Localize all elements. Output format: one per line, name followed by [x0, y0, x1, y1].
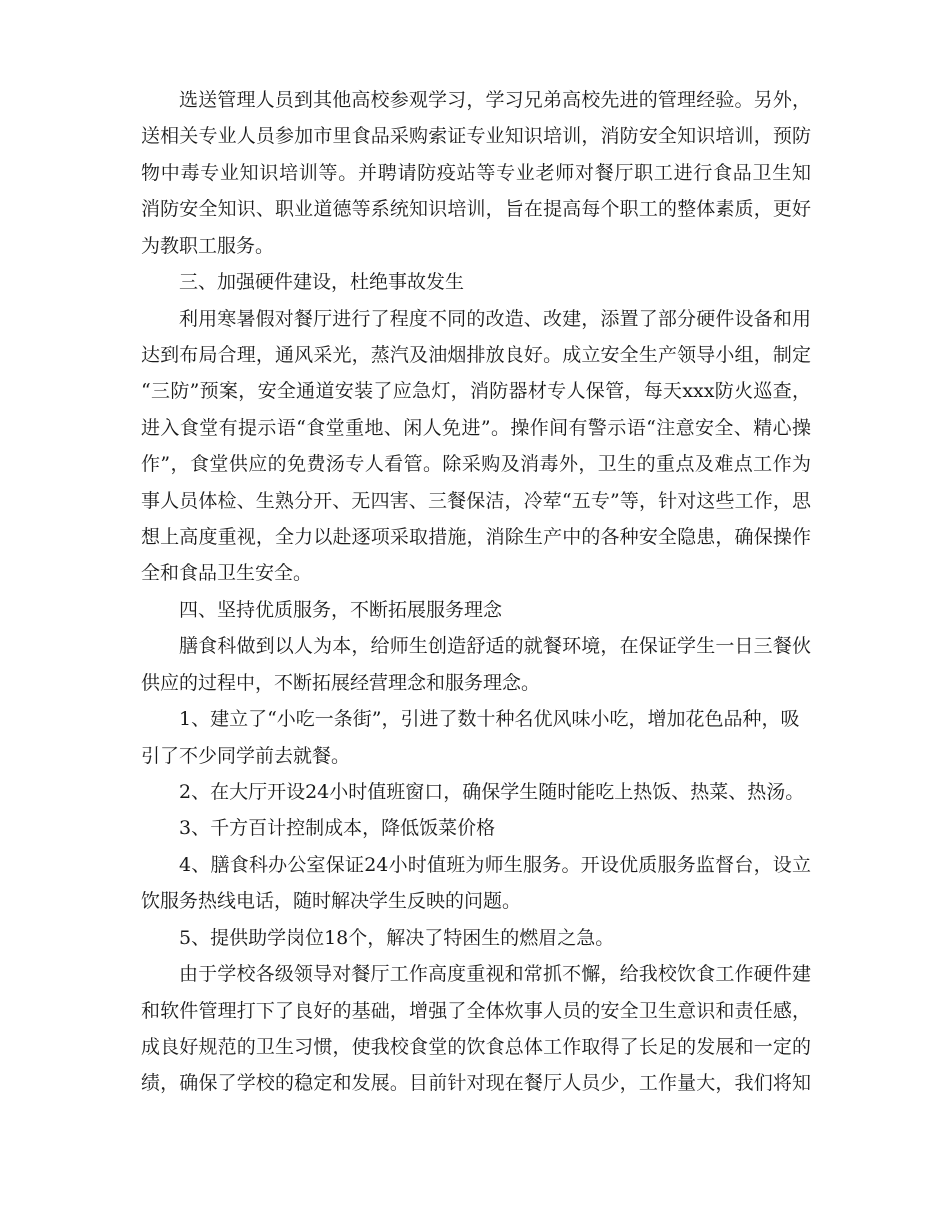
- list-item-line: 2、在大厅开设24小时值班窗口，确保学生随时能吃上热饭、热菜、热汤。: [179, 781, 805, 804]
- paragraph-line: 利用寒暑假对餐厅进行了程度不同的改造、改建，添置了部分硬件设备和用: [179, 307, 811, 330]
- paragraph-line: 和软件管理打下了良好的基础，增强了全体炊事人员的安全卫生意识和责任感，: [141, 999, 811, 1022]
- paragraph-line: 物中毒专业知识培训等。并聘请防疫站等专业老师对餐厅职工进行食品卫生知: [141, 161, 811, 184]
- section-heading: 三、加强硬件建设，杜绝事故发生: [179, 271, 465, 294]
- paragraph-line: 为教职工服务。: [141, 234, 275, 257]
- paragraph-line: 由于学校各级领导对餐厅工作高度重视和常抓不懈，给我校饮食工作硬件建: [179, 963, 811, 986]
- paragraph-line: 选送管理人员到其他高校参观学习，学习兄弟高校先进的管理经验。另外，: [179, 89, 811, 111]
- paragraph-line: 作”，食堂供应的免费汤专人看管。除采购及消毒外，卫生的重点及难点工作为: [141, 453, 811, 476]
- paragraph-line: 供应的过程中，不断拓展经营理念和服务理念。: [141, 671, 541, 694]
- paragraph-line: 事人员体检、生熟分开、无四害、三餐保洁，冷荤“五专”等，针对这些工作，思: [141, 489, 811, 512]
- paragraph-line: 消防安全知识、职业道德等系统知识培训，旨在提高每个职工的整体素质，更好: [141, 198, 811, 221]
- paragraph-line: 膳食科做到以人为本，给师生创造舒适的就餐环境，在保证学生一日三餐伙: [179, 635, 811, 658]
- section-heading: 四、坚持优质服务，不断拓展服务理念: [179, 598, 503, 621]
- list-item-line: 4、膳食科办公室保证24小时值班为师生服务。开设优质服务监督台，设立: [179, 853, 811, 876]
- list-item-line: 饮服务热线电话，随时解决学生反映的问题。: [141, 890, 522, 913]
- paragraph-line: 全和食品卫生安全。: [141, 562, 313, 585]
- document-page: [141, 82, 811, 1102]
- paragraph-line: 绩，确保了学校的稳定和发展。目前针对现在餐厅人员少，工作量大，我们将知: [141, 1072, 811, 1095]
- paragraph-line: 送相关专业人员参加市里食品采购索证专业知识培训，消防安全知识培训，预防: [141, 125, 811, 148]
- list-item-line: 5、提供助学岗位18个，解决了特困生的燃眉之急。: [179, 926, 615, 949]
- paragraph-line: 进入食堂有提示语“食堂重地、闲人免进”。操作间有警示语“注意安全、精心操: [141, 416, 811, 439]
- paragraph-line: 达到布局合理，通风采光，蒸汽及油烟排放良好。成立安全生产领导小组，制定: [141, 343, 811, 366]
- list-item-line: 1、建立了“小吃一条街”，引进了数十种名优风味小吃，增加花色品种，吸: [179, 708, 800, 731]
- paragraph-line: 成良好规范的卫生习惯，使我校食堂的饮食总体工作取得了长足的发展和一定的: [141, 1035, 811, 1058]
- paragraph-line: “三防”预案，安全通道安装了应急灯，消防器材专人保管，每天xxx防火巡查，: [141, 380, 811, 403]
- list-item-line: 3、千方百计控制成本，降低饭菜价格: [179, 817, 496, 840]
- list-item-line: 引了不少同学前去就餐。: [141, 744, 351, 767]
- paragraph-line: 想上高度重视，全力以赴逐项采取措施，消除生产中的各种安全隐患，确保操作: [141, 526, 811, 549]
